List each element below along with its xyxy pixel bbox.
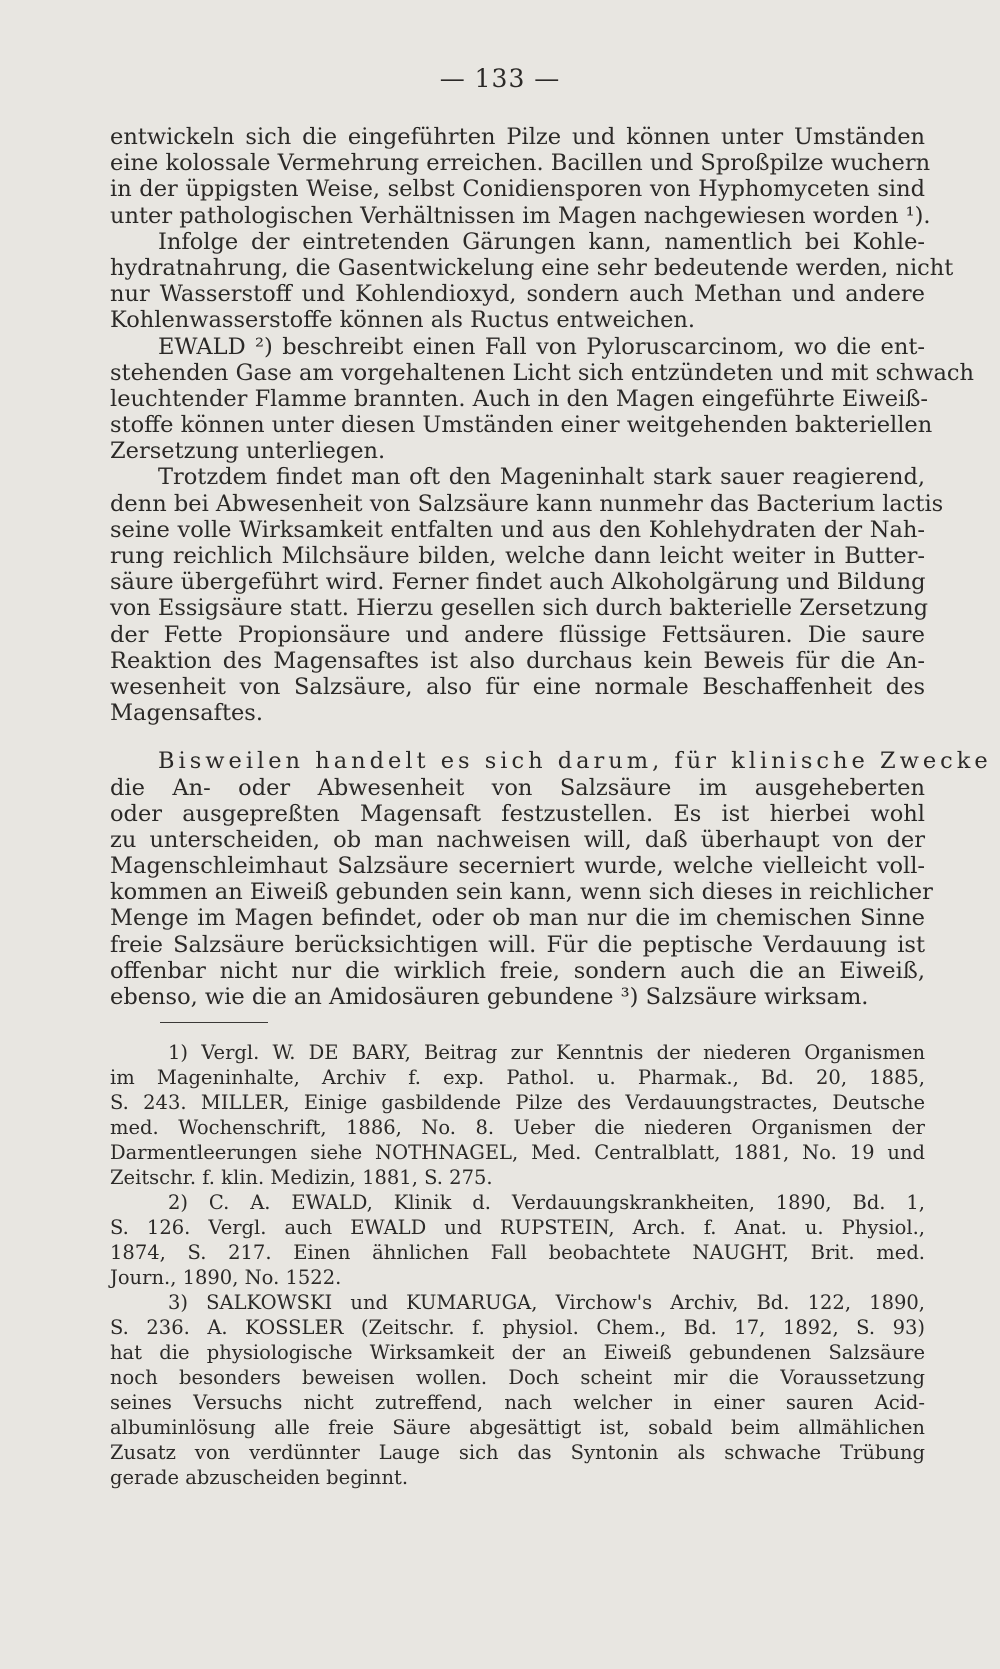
- footnote-line: S. 243. MILLER, Einige gasbildende Pilze des Verdauungstractes, Deutsche: [110, 1091, 925, 1114]
- text-line: EWALD ²) beschreibt einen Fall von Pyloruscarcinom, wo die ent-: [158, 333, 925, 360]
- text-line: freie Salzsäure berücksichtigen will. Für die peptische Verdauung ist: [110, 931, 925, 958]
- text-line: nur Wasserstoff und Kohlendioxyd, sondern auch Methan und andere: [110, 281, 925, 308]
- text-line: offenbar nicht nur die wirklich freie, sondern auch die an Eiweiß,: [110, 957, 925, 984]
- text-line: oder ausgepreßten Magensaft festzustellen. Es ist hierbei wohl: [110, 800, 925, 827]
- text-line: von Essigsäure statt. Hierzu gesellen sich durch bakterielle Zersetzung: [110, 595, 929, 622]
- text-line: rung reichlich Milchsäure bilden, welche dann leicht weiter in Butter-: [110, 543, 925, 569]
- text-line: stehenden Gase am vorgehaltenen Licht sich entzündeten und mit schwach: [110, 359, 974, 386]
- text-line: zu unterscheiden, ob man nachweisen will, daß überhaupt von der: [110, 826, 925, 853]
- text-line: Zersetzung unterliegen.: [110, 438, 386, 465]
- text-line: der Fette Propionsäure und andere flüssige Fettsäuren. Die saure: [110, 621, 925, 648]
- section-gap: [110, 726, 925, 748]
- footnote-line: S. 126. Vergl. auch EWALD und RUPSTEIN, Arch. f. Anat. u. Physiol.,: [110, 1216, 925, 1239]
- text-line: die An- oder Abwesenheit von Salzsäure im ausgeheberten: [110, 774, 925, 801]
- footnote-line: 2) C. A. EWALD, Klinik d. Verdauungskrankheiten, 1890, Bd. 1,: [168, 1191, 925, 1214]
- text-line: Infolge der eintretenden Gärungen kann, namentlich bei Kohle-: [158, 228, 925, 255]
- text-line: Trotzdem findet man oft den Mageninhalt stark sauer reagierend,: [158, 464, 925, 491]
- text-line: eine kolossale Vermehrung erreichen. Bacillen und Sproßpilze wuchern: [110, 150, 931, 177]
- page-number: — 133 —: [439, 64, 561, 93]
- footnote-line: 1) Vergl. W. DE BARY, Beitrag zur Kenntnis der niederen Organismen: [168, 1041, 925, 1064]
- footnote-line: S. 236. A. KOSSLER (Zeitschr. f. physiol. Chem., Bd. 17, 1892, S. 93): [110, 1316, 925, 1339]
- footnote-line: gerade abzuscheiden beginnt.: [110, 1466, 409, 1489]
- text-line: Menge im Magen befindet, oder ob man nur die im chemischen Sinne: [110, 905, 925, 932]
- text-line: stoffe können unter diesen Umständen einer weitgehenden bakteriellen: [110, 412, 933, 439]
- text-line: säure übergeführt wird. Ferner findet auch Alkoholgärung und Bildung: [110, 569, 926, 596]
- footnote-line: noch besonders beweisen wollen. Doch scheint mir die Voraussetzung: [110, 1366, 925, 1389]
- footnote-line: albuminlösung alle freie Säure abgesättigt ist, sobald beim allmählichen: [110, 1416, 925, 1439]
- text-line: entwickeln sich die eingeführten Pilze und können unter Umständen: [110, 124, 925, 150]
- text-line: seine volle Wirksamkeit entfalten und aus den Kohlehydraten der Nah-: [110, 516, 925, 543]
- main-text: [110, 124, 992, 1010]
- text-line: Magenschleimhaut Salzsäure secerniert wurde, welche vielleicht voll-: [110, 853, 925, 880]
- text-line: Magensaftes.: [110, 700, 264, 727]
- footnote-line: med. Wochenschrift, 1886, No. 8. Ueber die niederen Organismen der: [110, 1116, 925, 1139]
- footnote-line: hat die physiologische Wirksamkeit der an Eiweiß gebundenen Salzsäure: [110, 1341, 925, 1364]
- footnote-line: 1874, S. 217. Einen ähnlichen Fall beobachtete NAUGHT, Brit. med.: [110, 1241, 925, 1264]
- footnote-line: 3) SALKOWSKI und KUMARUGA, Virchow's Archiv, Bd. 122, 1890,: [168, 1291, 925, 1314]
- footnote-line: Darmentleerungen siehe NOTHNAGEL, Med. Centralblatt, 1881, No. 19 und: [110, 1141, 925, 1164]
- text-line: unter pathologischen Verhältnissen im Magen nachgewiesen worden ¹).: [110, 202, 931, 229]
- footnote-line: Zeitschr. f. klin. Medizin, 1881, S. 275.: [110, 1166, 493, 1189]
- text-line: wesenheit von Salzsäure, also für eine normale Beschaffenheit des: [110, 673, 925, 700]
- text-line: kommen an Eiweiß gebunden sein kann, wenn sich dieses in reichlicher: [110, 879, 933, 906]
- text-line: in der üppigsten Weise, selbst Conidiensporen von Hyphomyceten sind: [110, 176, 925, 203]
- text-line: leuchtender Flamme brannten. Auch in den Magen eingeführte Eiweiß-: [110, 385, 928, 412]
- text-line: Reaktion des Magensaftes ist also durchaus kein Beweis für die An-: [110, 647, 925, 674]
- text-line: denn bei Abwesenheit von Salzsäure kann nunmehr das Bacterium lactis: [110, 490, 944, 517]
- footnote-rule: [160, 1022, 268, 1023]
- body-paragraphs-2: [110, 748, 992, 1010]
- text-line: Kohlenwasserstoffe können als Ructus entweichen.: [110, 307, 696, 334]
- text-line: Bisweilen handelt es sich darum, für klinische Zwecke: [158, 748, 992, 775]
- footnote-line: Zusatz von verdünnter Lauge sich das Syntonin als schwache Trübung: [110, 1441, 925, 1464]
- footnote-line: seines Versuchs nicht zutreffend, nach welcher in einer sauren Acid-: [110, 1391, 925, 1414]
- body-paragraphs: [110, 124, 974, 727]
- footnote-line: Journ., 1890, No. 1522.: [110, 1266, 342, 1289]
- footnotes: [110, 1040, 925, 1490]
- text-line: hydratnahrung, die Gasentwickelung eine sehr bedeutende werden, nicht: [110, 254, 954, 281]
- text-line: ebenso, wie die an Amidosäuren gebundene ³) Salzsäure wirksam.: [110, 984, 869, 1010]
- footnote-line: im Mageninhalte, Archiv f. exp. Pathol. u. Pharmak., Bd. 20, 1885,: [110, 1066, 925, 1089]
